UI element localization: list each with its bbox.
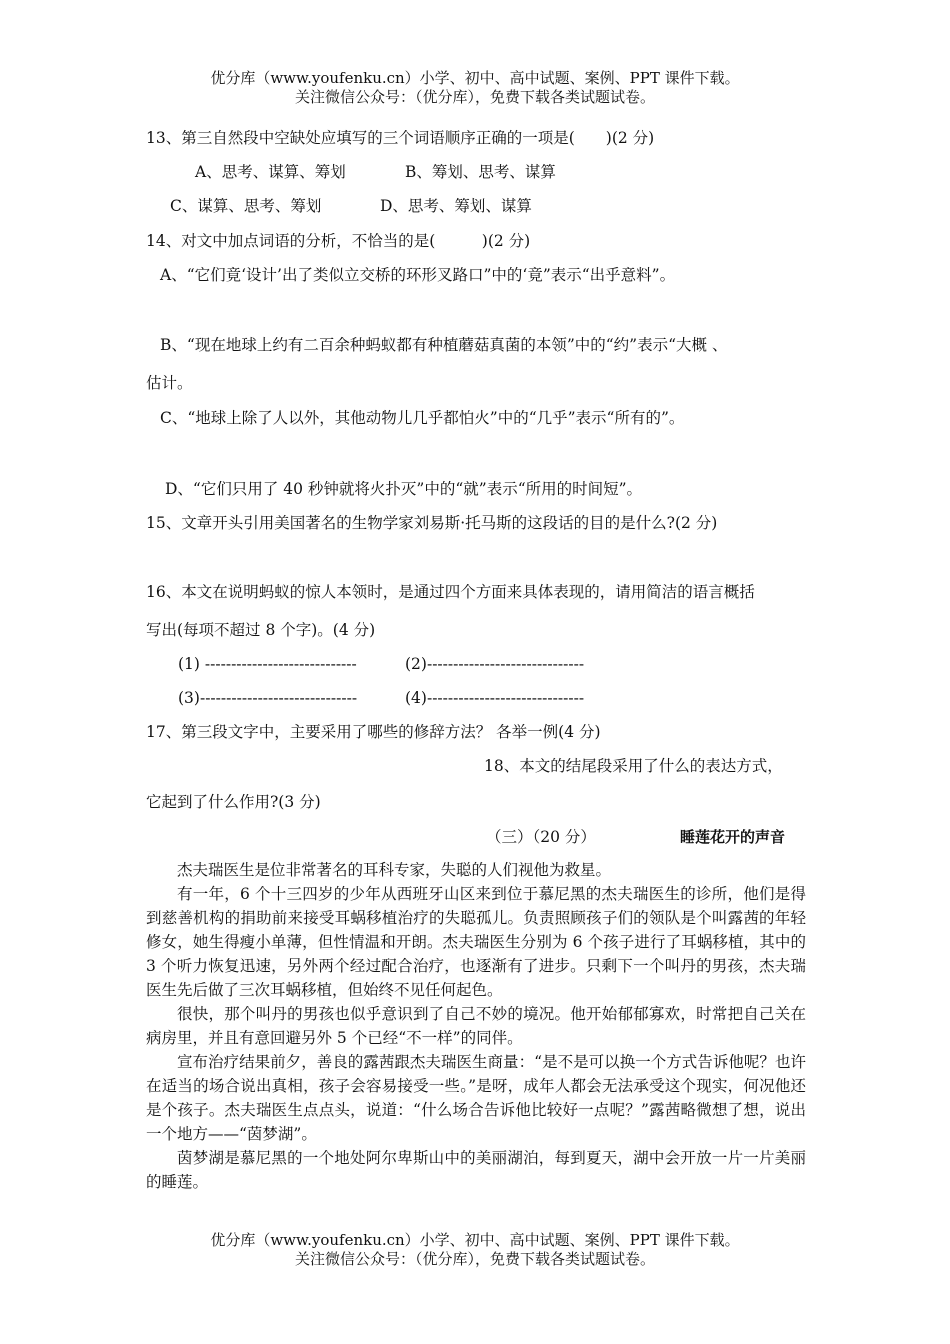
q13-option-b: B、筹划、思考、谋算 <box>405 163 556 181</box>
passage-title: 睡莲花开的声音 <box>680 828 786 846</box>
page-header <box>0 69 950 107</box>
passage-paragraph: 茵梦湖是慕尼黑的一个地处阿尔卑斯山中的美丽湖泊，每到夏天，湖中会开放一片一片美丽的睡莲。 <box>146 1149 806 1191</box>
page-footer <box>0 1231 950 1269</box>
section-3-label: （三）（20 分） <box>486 828 596 846</box>
q14-stem: 14、对文中加点词语的分析，不恰当的是( )(2 分) <box>146 232 531 250</box>
footer-line-2: 关注微信公众号：（优分库），免费下载各类试题试卷。 <box>294 1250 655 1268</box>
q18-stem-line2: 它起到了什么作用?(3 分) <box>146 793 321 811</box>
q16-stem-line1: 16、本文在说明蚂蚁的惊人本领时，是通过四个方面来具体表现的，请用简洁的语言概括 <box>146 583 755 601</box>
header-line-2: 关注微信公众号：（优分库），免费下载各类试题试卷。 <box>294 88 655 106</box>
q14-option-d: D、“它们只用了 40 秒钟就将火扑灭”中的“就”表示“所用的时间短”。 <box>165 480 643 498</box>
q16-blank-4: (4)------------------------------ <box>405 689 585 707</box>
q14-option-c: C、“地球上除了人以外，其他动物儿几乎都怕火”中的“几乎”表示“所有的”。 <box>160 409 685 427</box>
q17-stem: 17、第三段文字中，主要采用了哪些的修辞方法？ 各举一例(4 分) <box>146 723 601 741</box>
q13-option-c: C、谋算、思考、筹划 <box>170 197 322 215</box>
q14-option-b-line2: 估计。 <box>146 374 193 392</box>
q13-stem: 13、第三自然段中空缺处应填写的三个词语顺序正确的一项是( )(2 分) <box>146 129 655 147</box>
header-line-1: 优分库（www.youfenku.cn）小学、初中、高中试题、案例、PPT 课件下载。 <box>210 69 740 87</box>
q16-blank-2: (2)------------------------------ <box>405 655 585 673</box>
passage-paragraph: 宣布治疗结果前夕，善良的露茜跟杰夫瑞医生商量：“是不是可以换一个方式告诉他呢？也许在适当的场合说出真相，孩子会容易接受一些。”是呀，成年人都会无法承受这个现实，何况他还是个孩子。杰夫瑞医生点点头，说道：“什么场合告诉他比较好一点呢？”露茜略微想了想，说出一个地方——“茵梦湖”。 <box>146 1053 806 1143</box>
q16-blank-3: (3)------------------------------ <box>178 689 358 707</box>
q18-stem-line1: 18、本文的结尾段采用了什么的表达方式， <box>484 757 783 775</box>
q16-stem-line2: 写出(每项不超过 8 个字)。(4 分) <box>146 621 376 639</box>
q14-option-a: A、“它们竟‘设计’出了类似立交桥的环形叉路口”中的‘竟”表示“出乎意料”。 <box>160 266 676 284</box>
q14-option-b-line1: B、“现在地球上约有二百余种蚂蚁都有种植蘑菇真菌的本领”中的“约”表示“大概 、 <box>160 336 728 354</box>
q13-option-d: D、思考、筹划、谋算 <box>380 197 532 215</box>
q13-option-a: A、思考、谋算、筹划 <box>195 163 346 181</box>
passage-paragraph: 杰夫瑞医生是位非常著名的耳科专家，失聪的人们视他为救星。 <box>177 861 612 879</box>
q16-blank-1: (1) ----------------------------- <box>178 655 357 673</box>
footer-line-1: 优分库（www.youfenku.cn）小学、初中、高中试题、案例、PPT 课件下载。 <box>210 1231 740 1249</box>
passage-paragraph: 很快，那个叫丹的男孩也似乎意识到了自己不妙的境况。他开始郁郁寡欢，时常把自己关在病房里，并且有意回避另外 5 个已经“不一样”的同伴。 <box>146 1005 806 1047</box>
passage-paragraph: 有一年，6 个十三四岁的少年从西班牙山区来到位于慕尼黑的杰夫瑞医生的诊所，他们是得到慈善机构的捐助前来接受耳蜗移植治疗的失聪孤儿。负责照顾孩子们的领队是个叫露茜的年轻修女，她生得瘦小单薄，但性情温和开朗。杰夫瑞医生分别为 6 个孩子进行了耳蜗移植，其中的 3 个听力恢复迅速，另外两个经过配合治疗，也逐渐有了进步。只剩下一个叫丹的男孩，杰夫瑞医生先后做了三次耳蜗移植，但始终不见任何起色。 <box>146 885 806 999</box>
q15-stem: 15、文章开头引用美国著名的生物学家刘易斯·托马斯的这段话的目的是什么?(2 分) <box>146 514 718 532</box>
